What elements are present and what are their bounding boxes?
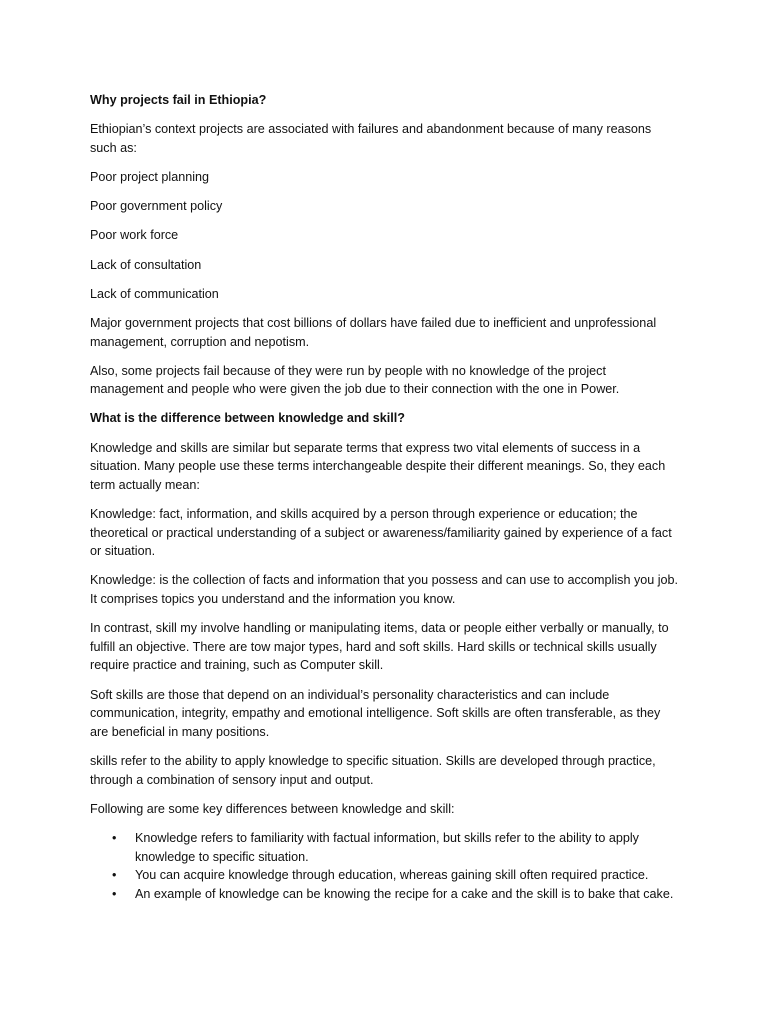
differences-list — [90, 829, 680, 903]
knowledge-skills-paragraph: Knowledge and skills are similar but separate terms that express two vital elements of success in a situation. Many people use these terms interchangeable despite their different meanings. So, they each term actually mean: — [90, 440, 666, 492]
heading-why-projects-fail: Why projects fail in Ethiopia? — [90, 93, 267, 107]
list-item — [90, 885, 680, 904]
heading-knowledge-vs-skill: What is the difference between knowledge and skill? — [90, 411, 405, 426]
major-projects-paragraph: Major government projects that cost billions of dollars have failed due to inefficient and unprofessional management, corruption and nepotism. — [90, 315, 657, 349]
bullet-icon: • — [112, 830, 117, 845]
also-paragraph: Also, some projects fail because of they were run by people with no knowledge of the project management and people who were given the job due to their connection with the one in Power. — [90, 363, 620, 397]
bullet-icon: • — [112, 886, 117, 901]
document-page — [90, 91, 680, 903]
reason-item: Lack of consultation — [90, 257, 202, 272]
list-item-text: You can acquire knowledge through education, whereas gaining skill often required practice. — [135, 868, 649, 883]
soft-skills-paragraph: Soft skills are those that depend on an individual’s personality characteristics and can include communication, integrity, empathy and emotional intelligence. Soft skills are often transferable, as they are beneficial in many positions. — [90, 687, 661, 739]
bullet-icon: • — [112, 868, 117, 883]
following-paragraph: Following are some key differences between knowledge and skill: — [90, 801, 455, 816]
list-item-text: Knowledge refers to familiarity with factual information, but skills refer to the ability to apply knowledge to specific situation. — [135, 830, 639, 864]
list-item — [90, 829, 680, 866]
reason-item: Lack of communication — [90, 286, 219, 301]
reason-item: Poor work force — [90, 228, 179, 243]
reason-item: Poor project planning — [90, 169, 210, 184]
intro-paragraph: Ethiopian’s context projects are associated with failures and abandonment because of many reasons such as: — [90, 122, 652, 155]
knowledge-definition-paragraph: Knowledge: fact, information, and skills acquired by a person through experience or education; the theoretical or practical understanding of a subject or awareness/familiarity gained by experience of a fact or situation. — [90, 507, 672, 559]
list-item — [90, 866, 680, 885]
reason-item: Poor government policy — [90, 199, 223, 214]
knowledge-collection-paragraph: Knowledge: is the collection of facts and information that you possess and can use to accomplish you job. It comprises topics you understand and the information you know. — [90, 573, 679, 606]
contrast-paragraph: In contrast, skill my involve handling or manipulating items, data or people either verbally or manually, to fulfill an objective. There are tow major types, hard and soft skills. Hard skills or technical skills usually require practice and training, such as Computer skill. — [90, 621, 669, 673]
skills-paragraph: skills refer to the ability to apply knowledge to specific situation. Skills are developed through practice, through a combination of sensory input and output. — [90, 753, 656, 787]
list-item-text: An example of knowledge can be knowing the recipe for a cake and the skill is to bake that cake. — [135, 886, 674, 901]
